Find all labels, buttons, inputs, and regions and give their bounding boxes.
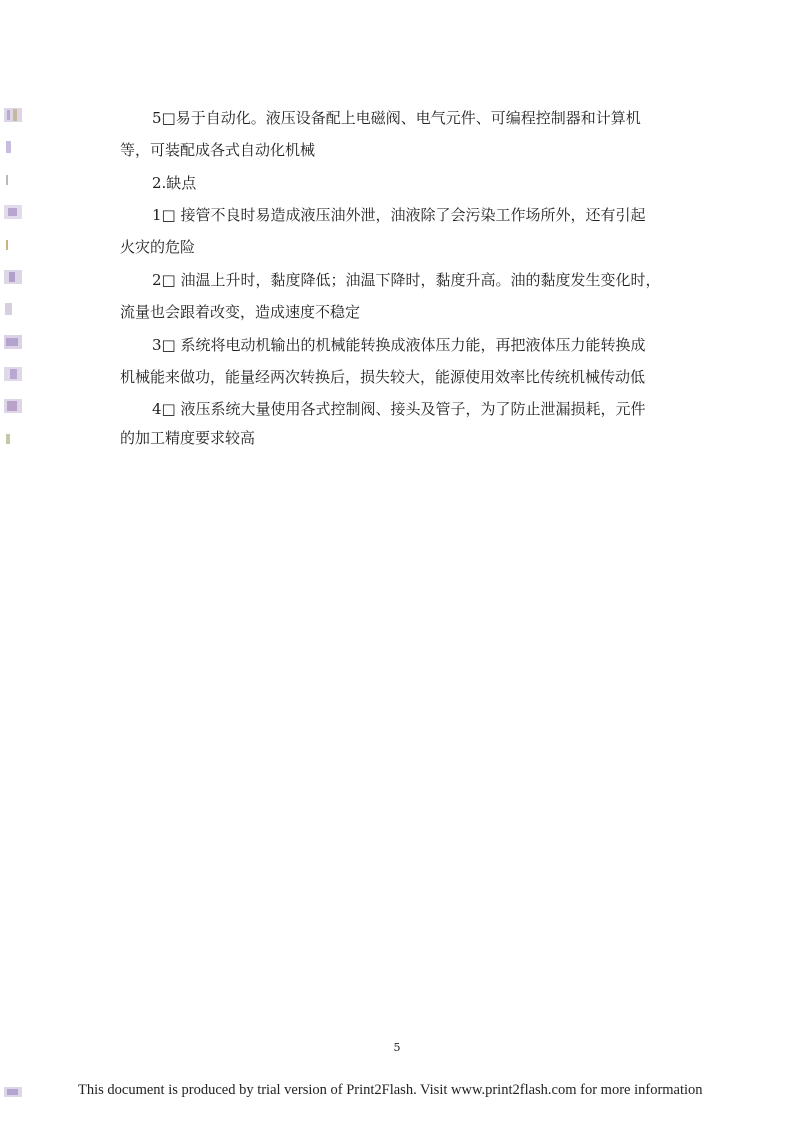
text-line: 3□ 系统将电动机输出的机械能转换成液体压力能，再把液体压力能转换成 bbox=[152, 336, 646, 354]
text-line: 2□ 油温上升时，黏度降低；油温下降时，黏度升高。油的黏度发生变化时， bbox=[152, 271, 661, 289]
scan-mark bbox=[4, 140, 14, 154]
scan-mark bbox=[4, 270, 22, 284]
scan-mark bbox=[4, 1087, 22, 1101]
scan-mark bbox=[4, 432, 12, 446]
scan-mark bbox=[4, 205, 22, 219]
scan-mark bbox=[4, 238, 10, 252]
scan-mark bbox=[4, 108, 22, 122]
scan-mark bbox=[4, 399, 22, 413]
scan-mark bbox=[4, 367, 22, 381]
text-line: 1□ 接管不良时易造成液压油外泄，油液除了会污染工作场所外，还有引起 bbox=[152, 206, 646, 224]
text-line: 火灾的危险 bbox=[120, 238, 196, 256]
page-number: 5 bbox=[393, 1041, 401, 1054]
scan-mark bbox=[4, 302, 14, 316]
text-line: 的加工精度要求较高 bbox=[120, 429, 256, 447]
section-heading: 2.缺点 bbox=[152, 174, 197, 192]
text-line: 流量也会跟着改变，造成速度不稳定 bbox=[120, 303, 361, 321]
text-line: 等，可装配成各式自动化机械 bbox=[120, 141, 316, 159]
scan-mark bbox=[4, 335, 22, 349]
text-line: 5□易于自动化。液压设备配上电磁阀、电气元件、可编程控制器和计算机 bbox=[152, 109, 641, 127]
scan-mark bbox=[4, 173, 10, 187]
text-line: 机械能来做功，能量经两次转换后，损失较大，能源使用效率比传统机械传动低 bbox=[120, 368, 646, 386]
margin-scan-marks bbox=[0, 0, 30, 1123]
text-line: 4□ 液压系统大量使用各式控制阀、接头及管子，为了防止泄漏损耗，元件 bbox=[152, 400, 646, 418]
trial-version-footer: This document is produced by trial version of Print2Flash. Visit www.print2flash.com for more information bbox=[78, 1082, 703, 1098]
